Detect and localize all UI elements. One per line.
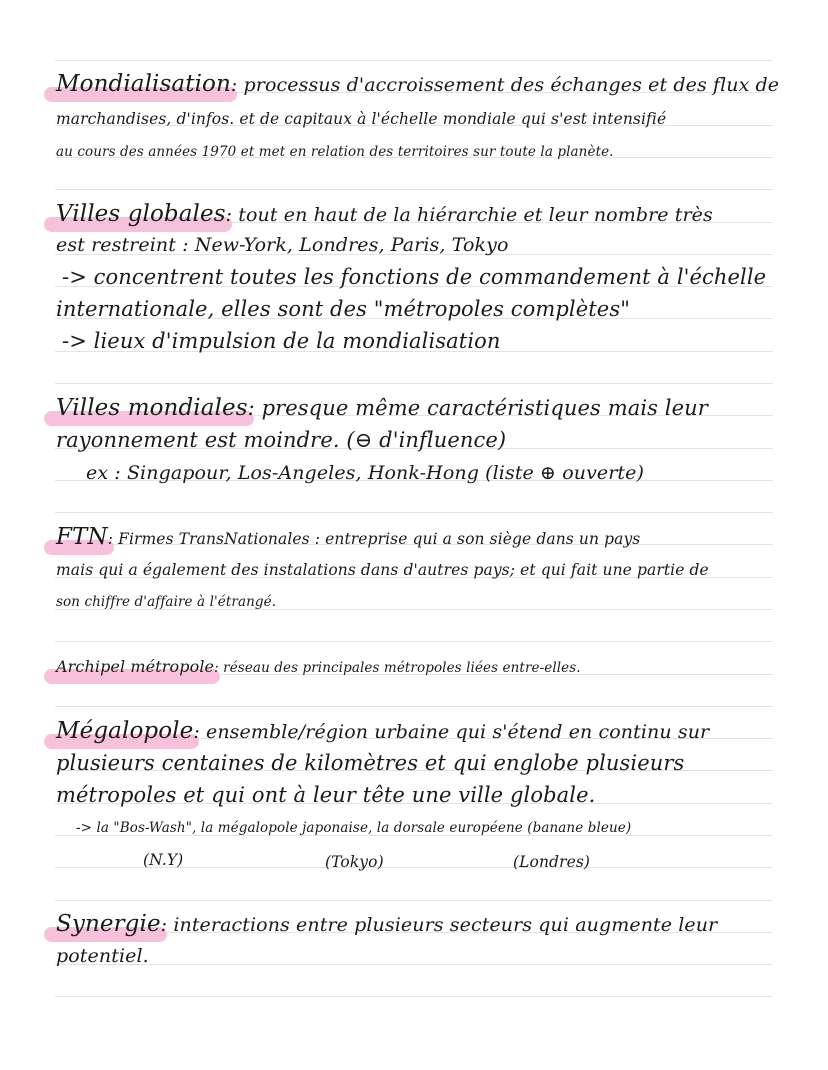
term-highlight — [56, 523, 108, 552]
note-line: métropoles et qui ont à leur tête une ville globale. — [56, 783, 596, 807]
definition-text: : ensemble/région urbaine qui s'étend en continu sur — [193, 721, 710, 743]
note-line: plusieurs centaines de kilomètres et qui englobe plusieurs — [56, 751, 685, 775]
note-line — [56, 652, 581, 682]
ruled-line — [55, 641, 773, 642]
note-line: rayonnement est moindre. (⊖ d'influence) — [56, 428, 507, 452]
note-line — [56, 394, 708, 423]
note-line: -> concentrent toutes les fonctions de commandement à l'échelle — [62, 265, 767, 289]
term-villes-globales: Villes globales — [56, 201, 226, 227]
note-line: -> la "Bos-Wash", la mégalopole japonaise, la dorsale européene (banane bleue) — [76, 820, 632, 836]
term-highlight — [56, 70, 231, 99]
annotation-londres: (Londres) — [513, 853, 591, 871]
ruled-line — [55, 512, 773, 513]
ruled-line — [55, 706, 773, 707]
term-mondialisation: Mondialisation — [56, 71, 231, 97]
definition-text: : Firmes TransNationales : entreprise qui a son siège dans un pays — [107, 530, 641, 548]
definition-text: : tout en haut de la hiérarchie et leur nombre très — [225, 204, 713, 226]
term-highlight — [56, 652, 214, 681]
term-megalopole: Mégalopole — [56, 718, 194, 744]
note-line: internationale, elles sont des "métropoles complètes" — [56, 297, 630, 321]
ruled-line — [55, 189, 773, 190]
term-highlight — [56, 717, 193, 746]
definition-text: : processus d'accroissement des échanges et des flux de — [230, 74, 780, 96]
note-line — [56, 717, 709, 746]
note-line — [56, 70, 779, 99]
note-line: -> lieux d'impulsion de la mondialisation — [62, 329, 501, 353]
note-line: marchandises, d'infos. et de capitaux à l'échelle mondiale qui s'est intensifié — [56, 110, 667, 128]
note-line — [56, 910, 717, 939]
term-villes-mondiales: Villes mondiales — [56, 395, 248, 421]
note-line: est restreint : New-York, Londres, Paris, Tokyo — [56, 234, 509, 256]
term-ftn: FTN — [56, 524, 108, 550]
ruled-line — [55, 60, 773, 61]
ruled-line — [55, 900, 773, 901]
note-line: au cours des années 1970 et met en relation des territoires sur toute la planète. — [56, 144, 614, 160]
term-highlight — [56, 394, 248, 423]
ruled-line — [55, 383, 773, 384]
note-line — [56, 523, 640, 553]
term-synergie: Synergie — [56, 911, 161, 937]
annotation-ny: (N.Y) — [143, 851, 184, 869]
note-line — [56, 200, 713, 229]
note-line: potentiel. — [56, 945, 149, 967]
note-line: son chiffre d'affaire à l'étrangé. — [56, 594, 277, 610]
term-highlight — [56, 200, 226, 229]
ruled-line — [55, 996, 773, 997]
note-line: mais qui a également des instalations dans d'autres pays; et qui fait une partie de — [56, 561, 709, 579]
definition-text: : interactions entre plusieurs secteurs qui augmente leur — [160, 914, 718, 936]
ruled-line — [55, 964, 773, 965]
annotation-tokyo: (Tokyo) — [325, 853, 384, 871]
note-line: ex : Singapour, Los-Angeles, Honk-Hong (liste ⊕ ouverte) — [86, 462, 645, 484]
term-highlight — [56, 910, 161, 939]
definition-text: : réseau des principales métropoles liées entre-elles. — [214, 660, 581, 676]
term-archipel-metropole: Archipel métropole — [56, 657, 215, 676]
definition-text: : presque même caractéristiques mais leur — [247, 396, 708, 420]
